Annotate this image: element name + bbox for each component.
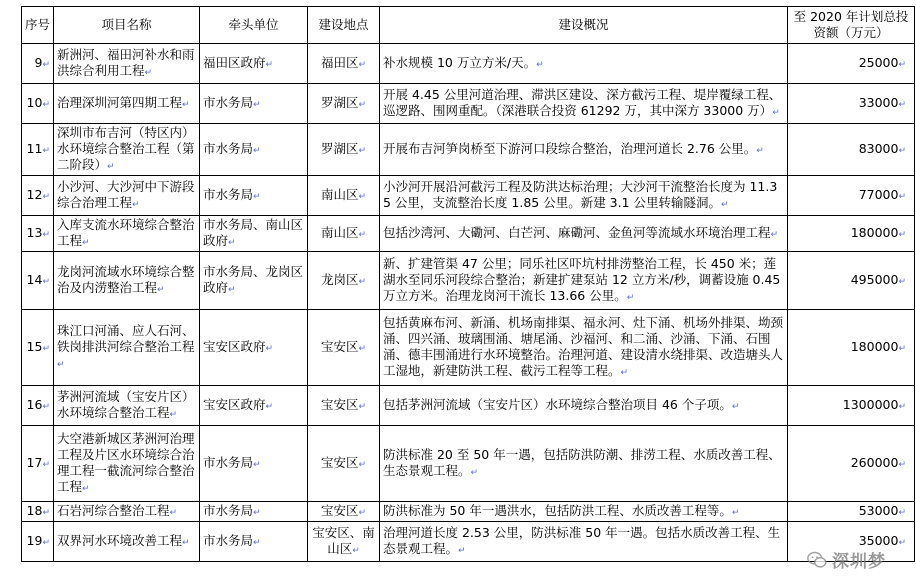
paragraph-mark-icon: ↵	[898, 229, 906, 240]
cell-investment: 180000↵	[788, 310, 915, 386]
cell-lead-unit: 市水务局、南山区政府↵	[200, 216, 308, 252]
cell-investment: 35000↵	[788, 522, 915, 562]
paragraph-mark-icon: ↵	[132, 199, 140, 210]
cell-location: 罗湖区↵	[308, 124, 380, 176]
paragraph-mark-icon: ↵	[182, 537, 190, 548]
paragraph-mark-icon: ↵	[358, 59, 367, 70]
table-row	[22, 502, 915, 522]
table-row	[22, 426, 915, 502]
cell-location: 福田区↵	[308, 44, 380, 84]
cell-location: 南山区↵	[308, 176, 380, 216]
paragraph-mark-icon: ↵	[42, 229, 50, 240]
watermark	[806, 547, 886, 572]
cell-investment: 180000↵	[788, 216, 915, 252]
cell-summary: 包括黄麻布河、新涌、机场南排渠、福永河、灶下涌、机场外排渠、坳颈涌、四兴涌、玻璃围涌、塘尾涌、沙福河、和二涌、沙涌、下涌、石围涌、德丰围涌进行水环境整治。治理河道、建设清水绕排渠、改造塘头人工湿地，新建防洪工程、截污工程等工程。↵	[380, 310, 788, 386]
cell-location: 宝安区、南山区↵	[308, 522, 380, 562]
paragraph-mark-icon: ↵	[82, 483, 90, 494]
cell-lead-unit: 福田区政府↵	[200, 44, 308, 84]
cell-location: 罗湖区↵	[308, 84, 380, 124]
paragraph-mark-icon: ↵	[358, 276, 367, 287]
cell-project-name: 龙岗河流域水环境综合整治及内涝整治工程↵	[54, 252, 200, 310]
paragraph-mark-icon: ↵	[253, 507, 261, 518]
paragraph-mark-icon: ↵	[57, 359, 65, 370]
cell-summary: 小沙河开展沿河截污工程及防洪达标治理；大沙河干流整治长度为 11.35 公里，支流整治长度 1.85 公里。新建 3.1 公里转输隧洞。↵	[380, 176, 788, 216]
cell-lead-unit: 宝安区政府↵	[200, 386, 308, 426]
cell-location: 宝安区↵	[308, 310, 380, 386]
paragraph-mark-icon: ↵	[898, 537, 906, 548]
cell-no: 10↵	[22, 84, 54, 124]
paragraph-mark-icon: ↵	[731, 401, 740, 412]
cell-project-name: 小沙河、大沙河中下游段综合治理工程↵	[54, 176, 200, 216]
paragraph-mark-icon: ↵	[721, 199, 729, 210]
cell-lead-unit: 市水务局↵	[200, 84, 308, 124]
cell-project-name: 珠江口河涌、应人石河、铁岗排洪河综合整治工程↵	[54, 310, 200, 386]
cell-summary: 开展 4.45 公里河道治理、滞洪区建设、深方截污工程、堤岸覆绿工程、巡逻路、围网重配。（深港联合投资 61292 万，其中深方 33000 万）↵	[380, 84, 788, 124]
paragraph-mark-icon: ↵	[756, 145, 764, 156]
paragraph-mark-icon: ↵	[898, 343, 906, 354]
table-row	[22, 44, 915, 84]
cell-no: 18↵	[22, 502, 54, 522]
watermark-text: 深圳梦	[832, 552, 886, 572]
cell-project-name: 大空港新城区茅洲河治理工程及片区水环境综合治理工程一截流河综合整治工程↵	[54, 426, 200, 502]
paragraph-mark-icon: ↵	[358, 401, 367, 412]
cell-investment: 495000↵	[788, 252, 915, 310]
paragraph-mark-icon: ↵	[265, 59, 274, 70]
paragraph-mark-icon: ↵	[253, 145, 261, 156]
header-lead: 牵头单位	[200, 7, 308, 44]
paragraph-mark-icon: ↵	[253, 537, 261, 548]
cell-summary: 防洪标准为 50 年一遇洪水，包括防洪工程、水质改善工程等。↵	[380, 502, 788, 522]
paragraph-mark-icon: ↵	[358, 99, 367, 110]
cell-no: 19↵	[22, 522, 54, 562]
table-row	[22, 252, 915, 310]
cell-location: 宝安区↵	[308, 386, 380, 426]
paragraph-mark-icon: ↵	[898, 459, 906, 470]
paragraph-mark-icon: ↵	[898, 99, 906, 110]
cell-lead-unit: 宝安区政府↵	[200, 310, 308, 386]
paragraph-mark-icon: ↵	[228, 284, 236, 295]
paragraph-mark-icon: ↵	[182, 99, 190, 110]
cell-investment: 83000↵	[788, 124, 915, 176]
paragraph-mark-icon: ↵	[253, 459, 261, 470]
cell-project-name: 双界河水环境改善工程↵	[54, 522, 200, 562]
cell-investment: 260000↵	[788, 426, 915, 502]
paragraph-mark-icon: ↵	[253, 191, 261, 202]
cell-investment: 25000↵	[788, 44, 915, 84]
paragraph-mark-icon: ↵	[42, 343, 50, 354]
wechat-logo-icon	[806, 549, 828, 571]
header-investment: 至 2020 年计划总投资额（万元）	[788, 7, 915, 44]
paragraph-mark-icon: ↵	[620, 367, 629, 378]
paragraph-mark-icon: ↵	[358, 145, 367, 156]
paragraph-mark-icon: ↵	[42, 537, 50, 548]
cell-lead-unit: 市水务局↵	[200, 426, 308, 502]
cell-lead-unit: 市水务局、龙岗区政府↵	[200, 252, 308, 310]
cell-lead-unit: 市水务局↵	[200, 502, 308, 522]
paragraph-mark-icon: ↵	[772, 107, 780, 118]
header-name: 项目名称	[54, 7, 200, 44]
paragraph-mark-icon: ↵	[358, 507, 367, 518]
cell-project-name: 石岩河综合整治工程↵	[54, 502, 200, 522]
paragraph-mark-icon: ↵	[42, 59, 50, 70]
table-header-row	[22, 7, 915, 44]
paragraph-mark-icon: ↵	[265, 343, 274, 354]
paragraph-mark-icon: ↵	[42, 99, 50, 110]
paragraph-mark-icon: ↵	[358, 343, 367, 354]
header-location: 建设地点	[308, 7, 380, 44]
cell-summary: 治理河道长度 2.53 公里，防洪标准 50 年一遇。包括水质改善工程、生态景观工程。↵	[380, 522, 788, 562]
table-row	[22, 522, 915, 562]
cell-no: 13↵	[22, 216, 54, 252]
paragraph-mark-icon: ↵	[42, 507, 50, 518]
project-table	[21, 6, 915, 562]
paragraph-mark-icon: ↵	[265, 401, 274, 412]
cell-location: 南山区↵	[308, 216, 380, 252]
cell-no: 15↵	[22, 310, 54, 386]
paragraph-mark-icon: ↵	[144, 67, 153, 78]
cell-no: 12↵	[22, 176, 54, 216]
paragraph-mark-icon: ↵	[107, 161, 115, 172]
cell-project-name: 入库支流水环境综合整治工程↵	[54, 216, 200, 252]
cell-no: 9↵	[22, 44, 54, 84]
header-summary: 建设概况	[380, 7, 788, 44]
paragraph-mark-icon: ↵	[169, 507, 178, 518]
paragraph-mark-icon: ↵	[42, 459, 50, 470]
cell-project-name: 深圳市布吉河（特区内）水环境综合整治工程（第二阶段）↵	[54, 124, 200, 176]
paragraph-mark-icon: ↵	[898, 276, 906, 287]
paragraph-mark-icon: ↵	[898, 59, 906, 70]
paragraph-mark-icon: ↵	[228, 237, 236, 248]
paragraph-mark-icon: ↵	[253, 99, 261, 110]
cell-no: 14↵	[22, 252, 54, 310]
paragraph-mark-icon: ↵	[770, 229, 779, 240]
table-row	[22, 216, 915, 252]
cell-project-name: 茅洲河流域（宝安片区）水环境综合整治工程↵	[54, 386, 200, 426]
paragraph-mark-icon: ↵	[731, 507, 740, 518]
paragraph-mark-icon: ↵	[458, 545, 466, 556]
cell-summary: 补水规模 10 万立方米/天。↵	[380, 44, 788, 84]
table-row	[22, 176, 915, 216]
cell-investment: 33000↵	[788, 84, 915, 124]
paragraph-mark-icon: ↵	[626, 292, 635, 303]
table-row	[22, 84, 915, 124]
cell-lead-unit: 市水务局↵	[200, 176, 308, 216]
paragraph-mark-icon: ↵	[898, 401, 906, 412]
cell-lead-unit: 市水务局↵	[200, 124, 308, 176]
paragraph-mark-icon: ↵	[898, 145, 906, 156]
cell-project-name: 新洲河、福田河补水和雨洪综合利用工程↵	[54, 44, 200, 84]
cell-summary: 新、扩建管渠 47 公里；同乐社区吓坑村排涝整治工程，长 450 米；莲湖水至同乐河段综合整治；新建扩建泵站 12 立方米/秒，调蓄设施 0.45 万立方米。治理龙岗河干流长 13.66 公里。↵	[380, 252, 788, 310]
cell-project-name: 治理深圳河第四期工程↵	[54, 84, 200, 124]
paragraph-mark-icon: ↵	[358, 229, 367, 240]
cell-summary: 包括沙湾河、大磡河、白芒河、麻磡河、金鱼河等流域水环境治理工程↵	[380, 216, 788, 252]
paragraph-mark-icon: ↵	[898, 191, 906, 202]
cell-no: 11↵	[22, 124, 54, 176]
cell-no: 16↵	[22, 386, 54, 426]
cell-summary: 防洪标准 20 至 50 年一遇，包括防洪防潮、排涝工程、水质改善工程、生态景观工程。↵	[380, 426, 788, 502]
paragraph-mark-icon: ↵	[82, 237, 90, 248]
table-row	[22, 386, 915, 426]
cell-location: 龙岗区↵	[308, 252, 380, 310]
paragraph-mark-icon: ↵	[898, 507, 906, 518]
paragraph-mark-icon: ↵	[358, 459, 367, 470]
paragraph-mark-icon: ↵	[352, 545, 360, 556]
cell-investment: 1300000↵	[788, 386, 915, 426]
cell-location: 宝安区↵	[308, 426, 380, 502]
table-row	[22, 124, 915, 176]
cell-no: 17↵	[22, 426, 54, 502]
paragraph-mark-icon: ↵	[42, 276, 50, 287]
paragraph-mark-icon: ↵	[42, 401, 50, 412]
cell-investment: 77000↵	[788, 176, 915, 216]
cell-summary: 开展布吉河笋岗桥至下游河口段综合整治，治理河道长 2.76 公里。↵	[380, 124, 788, 176]
cell-summary: 包括茅洲河流域（宝安片区）水环境综合整治项目 46 个子项。↵	[380, 386, 788, 426]
paragraph-mark-icon: ↵	[169, 409, 178, 420]
paragraph-mark-icon: ↵	[42, 145, 50, 156]
paragraph-mark-icon: ↵	[536, 59, 544, 70]
cell-investment: 53000↵	[788, 502, 915, 522]
header-no: 序号	[22, 7, 54, 44]
table-row	[22, 310, 915, 386]
cell-lead-unit: 市水务局↵	[200, 522, 308, 562]
cell-location: 宝安区↵	[308, 502, 380, 522]
paragraph-mark-icon: ↵	[42, 191, 50, 202]
paragraph-mark-icon: ↵	[157, 284, 165, 295]
paragraph-mark-icon: ↵	[358, 191, 367, 202]
paragraph-mark-icon: ↵	[470, 467, 479, 478]
